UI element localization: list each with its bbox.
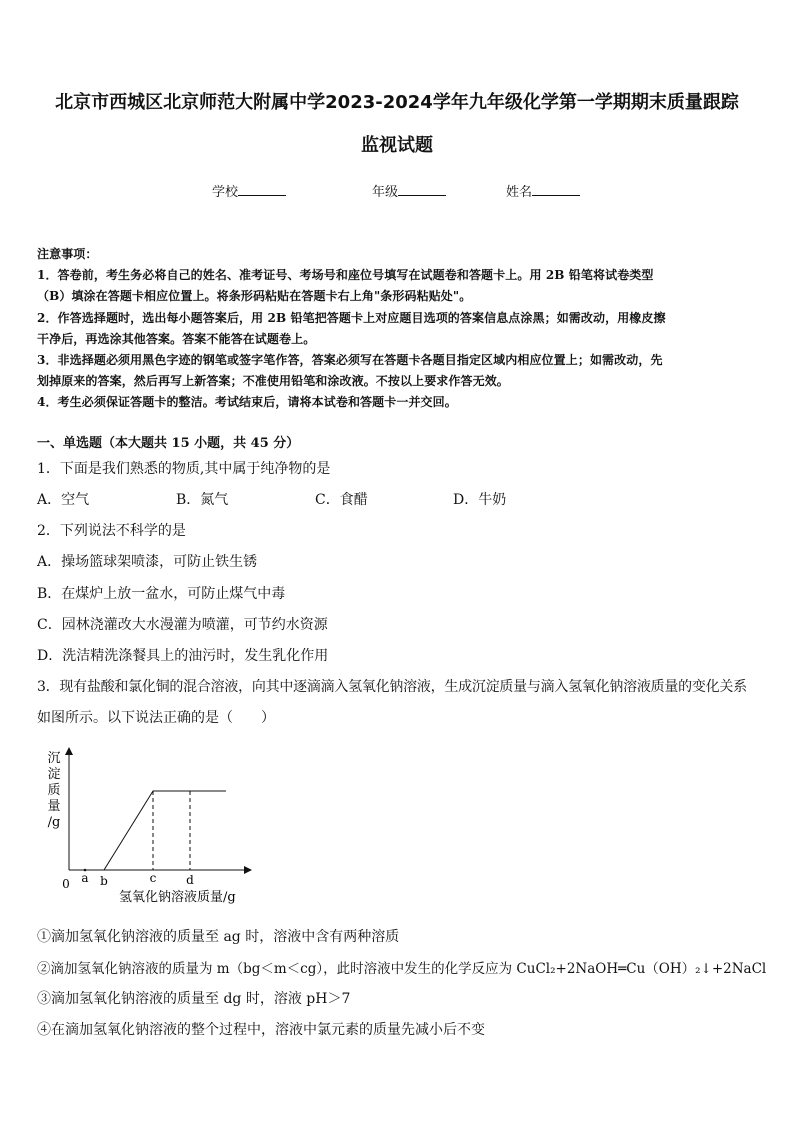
origin-label: 0 <box>62 877 70 891</box>
name-label: 姓名 <box>506 185 533 200</box>
y-axis-label-char: 量 <box>47 799 61 814</box>
notes-line: 划掉原来的答案，然后再写上新答案；不准使用铅笔和涂改液。不按以上要求作答无效。 <box>37 374 509 389</box>
precipitate-chart <box>40 744 260 909</box>
school-label: 学校 <box>212 185 239 200</box>
q3-statement-2: ②滴加氢氧化钠溶液的质量为 m（bg＜m＜cg），此时溶液中发生的化学反应为 CuCl₂+2NaOH═Cu（OH）₂↓+2NaCl <box>37 961 767 977</box>
y-axis-label-char: /g <box>47 815 61 830</box>
x-axis-marks <box>81 871 194 888</box>
y-axis-label-char: 淀 <box>47 767 61 782</box>
q1-stem: 1．下面是我们熟悉的物质,其中属于纯净物的是 <box>37 461 331 477</box>
notes-line: 4．考生必须保证答题卡的整洁。考试结束后，请将本试卷和答题卡一并交回。 <box>37 395 457 410</box>
q2-option-a: A．操场篮球架喷漆，可防止铁生锈 <box>37 554 258 570</box>
y-axis-label-char: 质 <box>47 783 61 798</box>
q1-option-b: B．氮气 <box>176 492 229 508</box>
q3-statement-3: ③滴加氢氧化钠溶液的质量至 dg 时，溶液 pH＞7 <box>37 991 351 1007</box>
x-axis-label: 氢氧化钠溶液质量/g <box>119 890 236 905</box>
q1-option-d: D．牛奶 <box>453 492 507 508</box>
name-blank <box>532 183 580 196</box>
notes-line: 干净后，再选涂其他答案。答案不能答在试题卷上。 <box>37 331 316 346</box>
q3-stem-line-1: 3．现有盐酸和氯化铜的混合溶液，向其中逐滴滴入氢氧化钠溶液，生成沉淀质量与滴入氢氧化钠溶液质量的变化关系 <box>37 679 747 695</box>
q2-option-c: C．园林浇灌改大水漫灌为喷灌，可节约水资源 <box>37 617 328 633</box>
y-axis-label-char: 沉 <box>47 751 61 766</box>
notes-block <box>37 244 759 414</box>
x-mark-a: a <box>81 871 89 885</box>
plot-marks <box>69 791 226 871</box>
notes-line: 3．非选择题必须用黑色字迹的钢笔或签字笔作答，答案必须写在答题卡各题目指定区域内相应位置上；如需改动，先 <box>37 353 663 368</box>
q3-statement-1: ①滴加氢氧化钠溶液的质量至 ag 时，溶液中含有两种溶质 <box>37 929 400 945</box>
page-title-line-1: 北京市西城区北京师范大附属中学2023-2024学年九年级化学第一学期期末质量跟踪 <box>55 92 739 113</box>
grade-label: 年级 <box>372 185 399 200</box>
grade-blank <box>398 183 446 196</box>
page-title-line-2: 监视试题 <box>361 135 433 156</box>
section-heading: 一、单选题（本大题共 15 小题，共 45 分） <box>37 436 300 451</box>
q3-stem-line-2: 如图所示。以下说法正确的是（ ） <box>37 710 275 726</box>
notes-line: （B）填涂在答题卡相应位置上。将条形码粘贴在答题卡右上角"条形码粘贴处"。 <box>37 289 472 304</box>
x-mark-c: c <box>149 871 157 885</box>
q2-stem: 2．下列说法不科学的是 <box>37 523 186 539</box>
school-blank <box>238 183 286 196</box>
q3-statement-4: ④在滴加氢氧化钠溶液的整个过程中，溶液中氯元素的质量先减小后不变 <box>37 1022 485 1038</box>
x-mark-d: d <box>186 873 194 887</box>
q1-option-c: C．食醋 <box>315 492 368 508</box>
q2-option-b: B．在煤炉上放一盆水，可防止煤气中毒 <box>37 586 286 602</box>
q1-option-a: A．空气 <box>37 492 90 508</box>
grade-field <box>372 181 446 200</box>
notes-heading: 注意事项： <box>37 247 98 261</box>
q2-option-d: D．洗洁精洗涤餐具上的油污时，发生乳化作用 <box>37 648 329 664</box>
y-axis-label <box>47 751 60 830</box>
series-line <box>69 791 226 870</box>
x-mark-b: b <box>100 874 108 888</box>
name-field <box>506 181 580 200</box>
school-field <box>212 181 286 200</box>
notes-line: 2．作答选择题时，选出每小题答案后，用 2B 铅笔把答题卡上对应题目选项的答案信息点涂黑；如需改动，用橡皮擦 <box>37 310 666 325</box>
notes-line: 1．答卷前，考生务必将自己的姓名、准考证号、考场号和座位号填写在试题卷和答题卡上。用 2B 铅笔将试卷类型 <box>37 268 654 283</box>
